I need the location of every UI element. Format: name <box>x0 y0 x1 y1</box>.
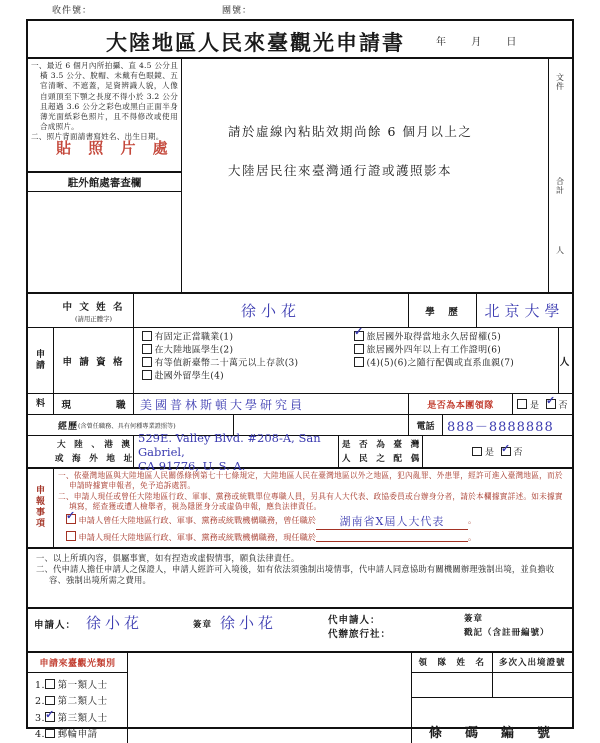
leader-no-checkbox[interactable] <box>546 399 556 409</box>
qualification-item[interactable]: 有等值新臺幣二十萬元以上存款(3) <box>142 357 346 370</box>
spouse-answer-cell[interactable]: 是 ✓ 否 <box>423 436 572 467</box>
qualification-checkbox-6[interactable] <box>354 344 364 354</box>
leader-name-field[interactable] <box>412 673 493 697</box>
barcode-label: 條 碼 編 號 <box>428 726 555 742</box>
declaration-current-checkbox[interactable] <box>66 531 76 541</box>
declaration-past-row[interactable]: ✓申請人曾任大陸地區行政、軍事、黨務或統戰機構職務，曾任職於 湖南省X屆人大代表 。 <box>58 514 568 530</box>
right-vertical-strip <box>548 59 572 292</box>
name-label: 中 文 姓 名 (請用正體字) <box>54 294 134 327</box>
address-value-cell[interactable] <box>134 430 339 473</box>
term-2: 二、代申請人擔任申請人之保證人，申請人經許可入境後，如有依法須強制出境情事，代申請人同意協助有關機關辦理強制出境，並負擔收容、強制出境所需之費用。 <box>36 564 555 586</box>
agency-label: 代辦旅行社： <box>328 628 392 640</box>
declaration-item-1: 一、依臺灣地區與大陸地區人民關係條例第七十七條規定，大陸地區人民在臺灣地區以外之地區，犯內亂罪、外患罪，經許可進入臺灣地區，而於申請時據實申報者，免予追訴處罰。 <box>58 471 563 491</box>
category-item[interactable]: 2. 第二類人士 <box>35 696 108 708</box>
category-checkbox-1[interactable] <box>45 679 55 689</box>
declaration-past-field[interactable]: 湖南省X屆人大代表 <box>316 515 468 530</box>
agent-signature-area <box>328 609 572 651</box>
name-education-row <box>28 294 572 328</box>
address-row <box>28 430 572 473</box>
side-spacer-2 <box>28 415 54 435</box>
qualification-item[interactable]: 旅居國外四年以上有工作證明(6) <box>354 344 558 357</box>
agent-stamp-label: 戳記（含註冊編號） <box>464 627 550 638</box>
entry-permit-header: 多次入出境證號 <box>498 658 566 669</box>
declaration-current-row[interactable]: 申請人現任大陸地區行政、軍事、黨務或統戰機構職務，現任職於 。 <box>58 531 568 544</box>
spouse-yes-checkbox[interactable] <box>472 447 482 457</box>
category-checkbox-3[interactable] <box>45 712 55 722</box>
qualification-checkbox-7[interactable] <box>354 357 364 367</box>
review-section-blank[interactable] <box>28 192 181 292</box>
form-top-row <box>0 0 600 20</box>
name-value-cell[interactable] <box>134 294 409 327</box>
bottom-block <box>28 653 572 743</box>
education-value-cell[interactable] <box>477 294 572 327</box>
address-value-line-2: CA 91776, U. S. A. <box>138 458 246 473</box>
category-item[interactable]: 3. ✓ 第三類人士 <box>35 711 127 728</box>
qualification-column-right <box>346 328 558 393</box>
day-label: 日 <box>506 37 518 48</box>
qualification-item[interactable]: ✓旅居國外取得當地永久居留權(5) <box>354 331 558 344</box>
leader-answer-cell[interactable]: 是 ✓ 否 <box>513 394 572 414</box>
bottom-right-header <box>412 653 572 673</box>
category-list <box>28 673 127 743</box>
qualification-grid <box>134 328 558 393</box>
title-band <box>28 21 572 59</box>
spouse-question-label: 是 否 為 臺 灣 人 民 之 配 偶 <box>339 436 423 467</box>
declaration-past-checkbox[interactable] <box>66 514 76 524</box>
review-section-header: 駐外館處審查欄 <box>28 173 181 192</box>
qualification-checkbox-5[interactable] <box>354 331 364 341</box>
address-label: 大 陸 、 港 澳 或 海 外 地 址 <box>54 436 134 467</box>
phone-value: 888－8888888 <box>447 419 554 435</box>
applicant-side-label-2: 料 <box>28 394 54 414</box>
seal-label: 簽章 <box>193 619 213 630</box>
category-item[interactable]: 4. 郵輪申請 <box>35 729 98 741</box>
phone-value-cell[interactable] <box>443 415 572 435</box>
photo-instructions-box <box>28 59 181 173</box>
qualification-checkbox-3[interactable] <box>142 357 152 367</box>
category-checkbox-4[interactable] <box>45 729 55 739</box>
experience-label: 經歷 <box>58 421 79 432</box>
applicant-signature-area <box>28 609 328 651</box>
qualification-row <box>28 328 572 394</box>
name-value: 徐小花 <box>240 302 301 320</box>
qualification-item[interactable]: 赴國外留學生(4) <box>142 370 346 383</box>
date-fields <box>436 33 537 48</box>
leader-name-header: 領 隊 姓 名 <box>412 653 493 672</box>
applicant-signature-label: 申請人： <box>34 619 77 631</box>
term-1: 一、以上所填內容，俱屬事實，如有捏造或虛假情事，願負法律責任。 <box>36 552 300 563</box>
qualification-item[interactable]: (4)(5)(6)之隨行配偶或直系血親(7) <box>354 357 558 370</box>
vertical-label-documents: 文 件 <box>556 73 564 91</box>
side-spacer-3 <box>28 436 54 467</box>
photo-paste-stamp: 貼 照 片 處 <box>56 139 174 157</box>
qualification-checkbox-2[interactable] <box>142 344 152 354</box>
form-outer-frame <box>26 19 574 742</box>
paste-instruction-line-1: 請於虛線內粘貼效期尚餘 6 個月以上之 <box>228 124 473 139</box>
applicant-person-label: 人 <box>558 328 572 393</box>
bottom-middle-blank[interactable] <box>128 653 412 743</box>
qualification-item[interactable]: 在大陸地區學生(2) <box>142 344 346 357</box>
applicant-data-block <box>28 292 572 743</box>
address-value-line-1: 529E. Valley Blvd. #208-A, San Gabriel, <box>138 430 321 459</box>
category-checkbox-2[interactable] <box>45 696 55 706</box>
declaration-item-2: 二、申請人現任或曾任大陸地區行政、軍事、黨務或統戰單位專職人員，另具有人大代表、政協委員或台辦身分者，請於本欄據實詳述。如未據實填寫，經查獲或遭人檢舉者，視為隱匿身分或虛偽申報，應負法律責任。 <box>58 491 563 512</box>
vertical-label-total: 合 計 <box>556 177 564 195</box>
paste-instruction-line-2: 大陸居民往來臺灣通行證或護照影本 <box>228 163 453 178</box>
job-value-cell[interactable] <box>134 394 409 414</box>
qualification-checkbox-1[interactable] <box>142 331 152 341</box>
photo-note-2: 二、照片背面請書寫姓名、出生日期。 <box>31 132 164 142</box>
job-row <box>28 394 572 415</box>
education-value: 北京大學 <box>484 302 565 320</box>
signature-row <box>28 609 572 653</box>
declaration-block <box>28 469 572 549</box>
group-number-label: 團號： <box>222 6 253 16</box>
applicant-side-spacer <box>28 294 54 327</box>
category-item[interactable]: 1. 第一類人士 <box>35 679 108 691</box>
document-paste-area <box>182 59 548 292</box>
bottom-right-blank-row <box>412 673 572 698</box>
applicant-side-label: 申 請 <box>28 328 54 393</box>
leader-yes-checkbox[interactable] <box>517 399 527 409</box>
applicant-signature-value: 徐小花 <box>86 613 144 632</box>
declaration-side-label: 申 報 事 項 <box>28 469 54 547</box>
category-column <box>28 653 128 743</box>
bottom-right-column <box>412 653 572 743</box>
agent-label: 代申請人： <box>328 614 381 626</box>
education-label: 學 歷 <box>409 294 477 327</box>
qualification-column-left <box>134 328 346 393</box>
job-label: 現 職 <box>54 394 134 414</box>
terms-block <box>28 549 572 609</box>
job-value: 美國普林斯頓大學研究員 <box>140 397 306 412</box>
page-title: 大陸地區人民來臺觀光申請書 <box>106 30 405 55</box>
seal-signature-value: 徐小花 <box>220 613 278 632</box>
spouse-no-checkbox[interactable] <box>501 447 511 457</box>
qualification-item[interactable]: 有固定正當職業(1) <box>142 331 346 344</box>
entry-permit-field[interactable] <box>493 673 573 697</box>
phone-label: 電話 <box>409 415 443 435</box>
category-header: 申請來臺觀光類別 <box>28 653 127 673</box>
declaration-current-field[interactable] <box>316 541 468 542</box>
experience-sublabel: (含曾任職務、具有何種專業證照等) <box>78 422 176 430</box>
photo-note-1: 一、最近 6 個月內所拍攝、直 4.5 公分且橫 3.5 公分、脫帽、未戴有色眼鏡、五官清晰、不遮蓋，足資辨識人貌，人像自頭頂至下顎之長度不得小於 3.2 公分且超過 3.6 公分之彩色或黑白正面半身薄光面紙彩色照片，且不得修改或使用合成照片。 <box>31 61 178 132</box>
photo-column <box>28 59 182 292</box>
agent-seal-label: 簽章 <box>464 613 484 624</box>
leader-question-label: 是否為本團領隊 <box>409 394 513 414</box>
receipt-number-label: 收件號： <box>52 6 93 16</box>
month-label: 月 <box>471 37 483 48</box>
year-label: 年 <box>436 37 447 48</box>
qualification-checkbox-4[interactable] <box>142 370 152 380</box>
declaration-body <box>54 469 572 547</box>
qualification-label: 申 請 資 格 <box>54 328 134 393</box>
vertical-label-person: 人 <box>556 246 564 255</box>
